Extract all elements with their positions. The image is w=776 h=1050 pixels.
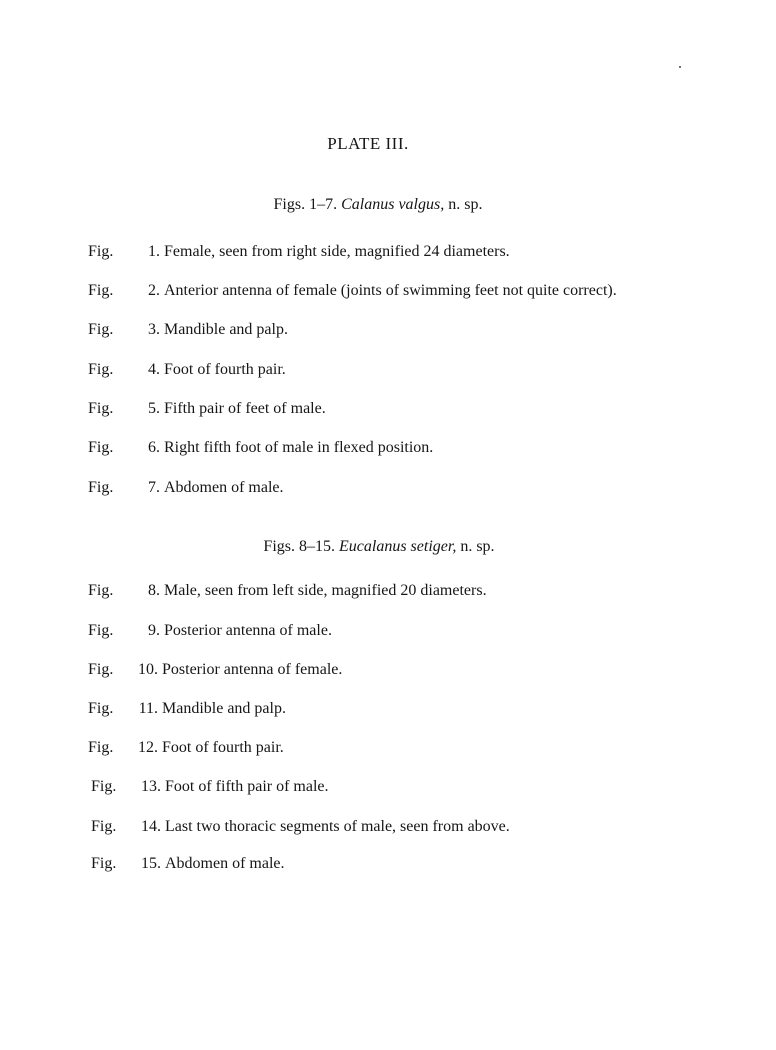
fig-number: 13.: [141, 778, 161, 795]
figure-entry: [88, 361, 286, 379]
fig-caption: Foot of fifth pair of male.: [165, 778, 329, 795]
figure-entry: [88, 622, 332, 640]
fig-label: Fig.: [88, 739, 114, 756]
fig-caption: Posterior antenna of female.: [162, 661, 343, 678]
fig-number: 11.: [138, 700, 158, 717]
section-heading-prefix: Figs. 1–7.: [273, 196, 338, 213]
fig-label: Fig.: [88, 400, 114, 417]
fig-label: Fig.: [88, 439, 114, 456]
fig-number: 4.: [148, 361, 160, 378]
fig-label: Fig.: [91, 818, 117, 835]
fig-caption: Posterior antenna of male.: [164, 622, 332, 639]
fig-label: Fig.: [88, 243, 114, 260]
fig-caption: Abdomen of male.: [164, 479, 284, 496]
fig-number: 14.: [141, 818, 161, 835]
fig-caption: Last two thoracic segments of male, seen from above.: [165, 818, 510, 835]
fig-number: 3.: [148, 321, 160, 338]
plate-title-text: PLATE III.: [327, 134, 409, 153]
fig-number: 2.: [148, 282, 160, 299]
fig-number: 9.: [148, 622, 160, 639]
fig-caption: Mandible and palp.: [162, 700, 286, 717]
figure-entry: [88, 661, 342, 679]
section-heading-suffix: n. sp.: [460, 538, 495, 555]
fig-number: 10.: [138, 661, 158, 678]
fig-caption: Male, seen from left side, magnified 20 diameters.: [164, 582, 487, 599]
figure-entry: [88, 439, 433, 457]
figure-entry: [88, 282, 617, 300]
fig-label: Fig.: [88, 622, 114, 639]
fig-label: Fig.: [88, 700, 114, 717]
fig-label: Fig.: [88, 282, 114, 299]
fig-number: 6.: [148, 439, 160, 456]
figure-entry: [88, 739, 284, 757]
fig-caption: Abdomen of male.: [165, 855, 285, 872]
print-speck: [679, 66, 681, 68]
species-name: Calanus valgus,: [341, 196, 445, 213]
fig-number: 15.: [141, 855, 161, 872]
section-heading-suffix: n. sp.: [448, 196, 483, 213]
figure-entry: [91, 818, 510, 836]
figure-entry: [88, 479, 284, 497]
plate-title: [0, 134, 776, 154]
figure-entry: [91, 778, 329, 796]
figure-entry: [88, 582, 487, 600]
fig-caption: Female, seen from right side, magnified 24 diameters.: [164, 243, 510, 260]
figure-entry: [91, 855, 285, 873]
fig-number: 8.: [148, 582, 160, 599]
fig-label: Fig.: [88, 479, 114, 496]
fig-caption: Right fifth foot of male in flexed position.: [164, 439, 434, 456]
fig-label: Fig.: [88, 361, 114, 378]
fig-label: Fig.: [88, 661, 114, 678]
fig-number: 5.: [148, 400, 160, 417]
figure-entry: [88, 321, 288, 339]
fig-caption: Anterior antenna of female (joints of swimming feet not quite correct).: [164, 282, 617, 299]
species-name: Eucalanus setiger,: [339, 538, 457, 555]
fig-label: Fig.: [88, 582, 114, 599]
fig-number: 12.: [138, 739, 158, 756]
figure-entry: [88, 400, 326, 418]
fig-label: Fig.: [91, 778, 117, 795]
section-heading-eucalanus: [0, 538, 776, 556]
fig-label: Fig.: [88, 321, 114, 338]
fig-number: 1.: [148, 243, 160, 260]
fig-caption: Foot of fourth pair.: [162, 739, 284, 756]
section-heading-calanus: [0, 196, 776, 214]
fig-caption: Mandible and palp.: [164, 321, 288, 338]
fig-caption: Fifth pair of feet of male.: [164, 400, 326, 417]
fig-caption: Foot of fourth pair.: [164, 361, 286, 378]
fig-label: Fig.: [91, 855, 117, 872]
section-heading-prefix: Figs. 8–15.: [263, 538, 335, 555]
figure-entry: [88, 700, 286, 718]
fig-number: 7.: [148, 479, 160, 496]
figure-entry: [88, 243, 510, 261]
